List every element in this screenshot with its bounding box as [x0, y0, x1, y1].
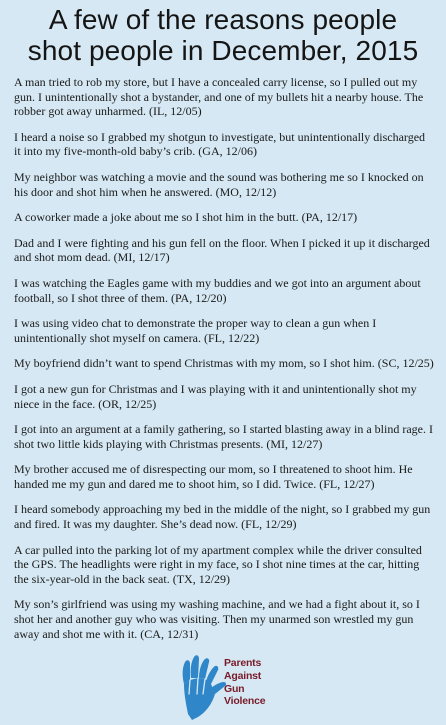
- reason-item: I got a new gun for Christmas and I was playing with it and unintentionally shot my niece in the face. (OR, 12/25): [14, 381, 417, 411]
- reason-item: I got into an argument at a family gathering, so I started blasting away in a blind rage. I shot two little kids playing with Christmas presents. (MI, 12/27): [14, 422, 433, 451]
- logo-word-against: Against: [224, 669, 262, 682]
- logo-word-parents: Parents: [224, 657, 262, 669]
- reason-item: I heard somebody approaching my bed in the middle of the night, so I grabbed my gun and fired. It was my daughter. She’s dead now. (FL, 12/29): [14, 502, 431, 532]
- reason-item: I heard a noise so I grabbed my shotgun to investigate, but unintentionally discharged it into my five-month-old baby’s crib. (GA, 12/06): [14, 129, 426, 159]
- title-line-2: shot people in December, 2015: [27, 35, 419, 66]
- logo-word-gun: Gun: [224, 682, 245, 695]
- reason-item: A coworker made a joke about me so I shot him in the butt. (PA, 12/17): [14, 210, 358, 225]
- reason-item: Dad and I were fighting and his gun fell on the floor. When I picked it up it discharged and shot mom dead. (MI, 12/17): [14, 235, 430, 265]
- reason-item: My son’s girlfriend was using my washing machine, and we had a fight about it, so I shot her and another guy who was visiting. Then my unarmed son wrestled my gun away and shot me with it. (CA, 12/31): [14, 597, 420, 641]
- logo-wordmark: [224, 657, 265, 708]
- hand-icon: [178, 654, 228, 720]
- reason-item: A car pulled into the parking lot of my apartment complex while the driver consulted the GPS. The headlights were right in my face, so I shot nine times at the car, hitting the six-year-old in the back seat. (TX, 12/29): [14, 542, 422, 586]
- page-title: [0, 0, 446, 66]
- reason-item: I was using video chat to demonstrate the proper way to clean a gun when I unintentionally shot myself on camera. (FL, 12/22): [14, 316, 377, 345]
- title-line-1: A few of the reasons people: [48, 4, 398, 35]
- parents-against-gun-violence-logo: [178, 652, 288, 720]
- reason-item: My neighbor was watching a movie and the sound was bothering me so I knocked on his door and shot him when he answered. (MO, 12/12): [14, 169, 424, 199]
- reason-item: My boyfriend didn’t want to spend Christmas with my mom, so I shot him. (SC, 12/25): [14, 356, 434, 371]
- reason-item: A man tried to rob my store, but I have a concealed carry license, so I pulled out my gun. I unintentionally shot a bystander, and one of my bullets hit a nearby house. The robber got away unharmed. (IL, 12/05): [14, 75, 424, 119]
- reason-item: I was watching the Eagles game with my buddies and we got into an argument about football, so I shot three of them. (PA, 12/20): [14, 275, 421, 305]
- reason-item: My brother accused me of disrespecting our mom, so I threatened to shoot him. He handed me my gun and dared me to shoot him, so I did. Twice. (FL, 12/27): [14, 462, 413, 491]
- reasons-list: [14, 75, 434, 641]
- logo-word-violence: Violence: [224, 695, 266, 708]
